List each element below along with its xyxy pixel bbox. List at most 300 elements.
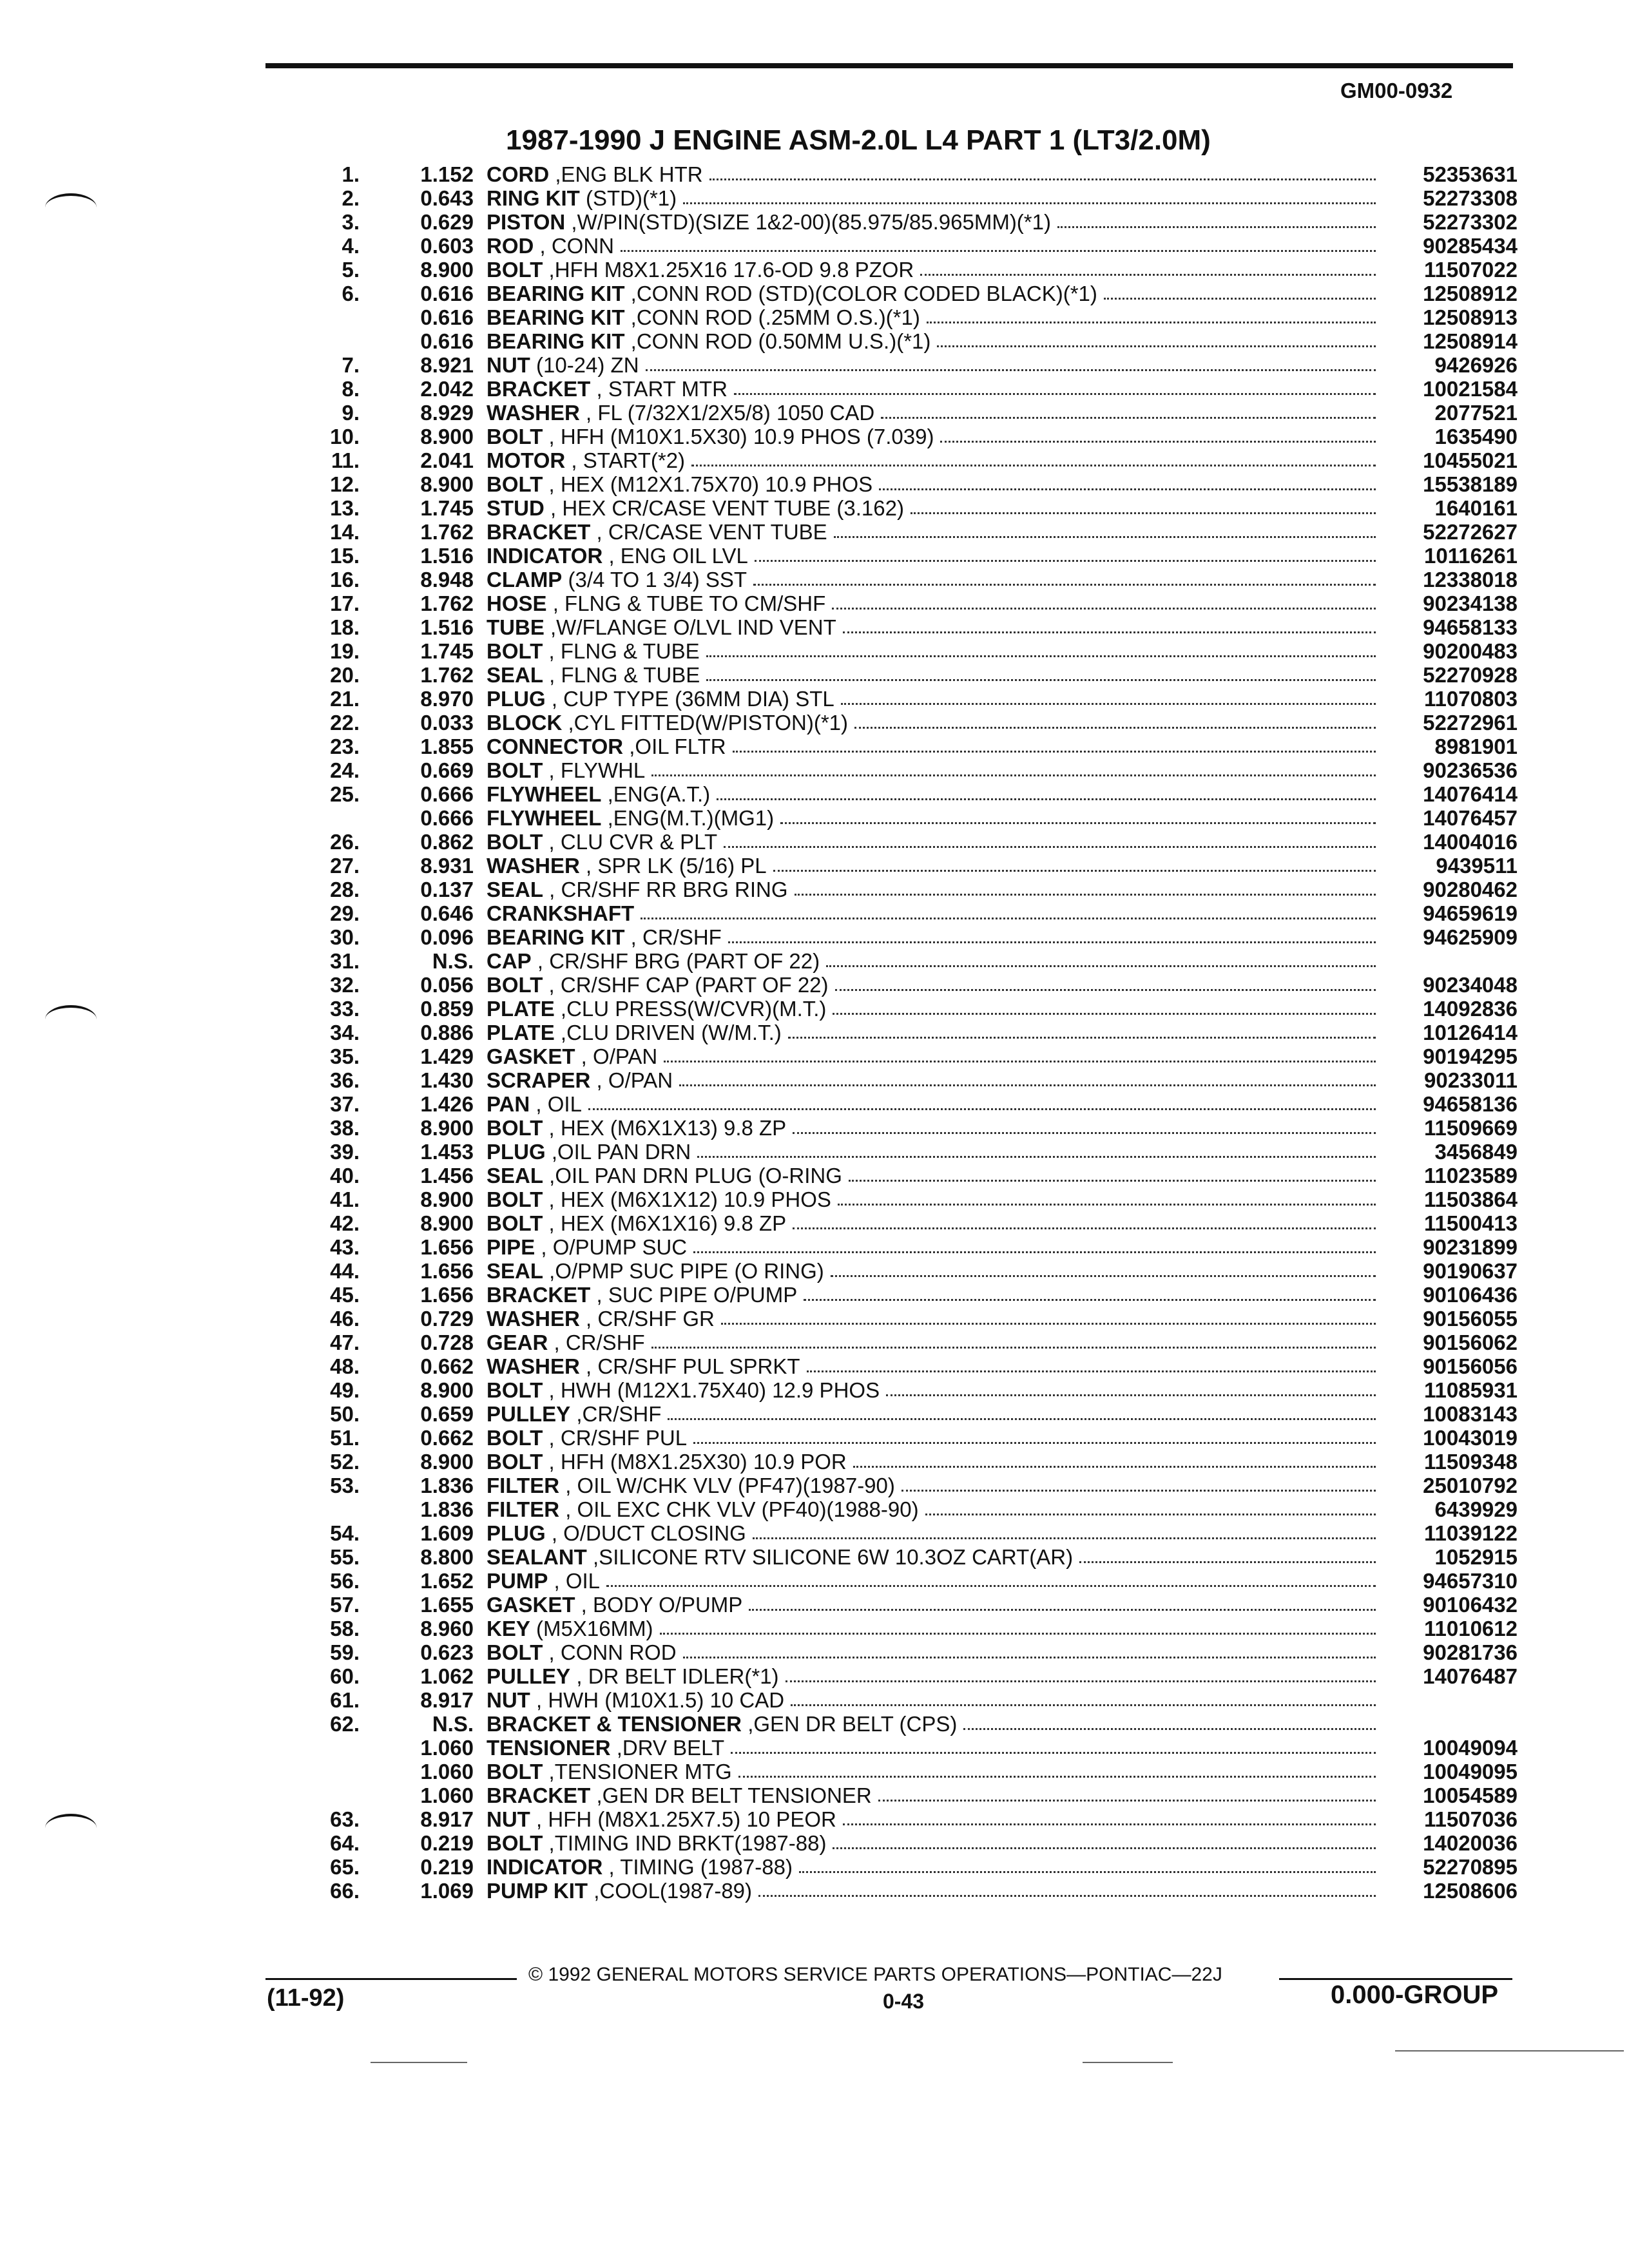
part-description <box>487 1760 1376 1783</box>
reference-number: 0.033 <box>420 711 474 735</box>
part-name: BOLT <box>487 973 543 997</box>
part-detail: ,TENSIONER MTG <box>543 1760 732 1783</box>
reference-number: 1.453 <box>420 1140 474 1164</box>
reference-number: 8.929 <box>420 401 474 425</box>
part-detail: , FLYWHL <box>543 758 646 782</box>
dot-leader <box>683 186 1376 204</box>
reference-number: 0.666 <box>420 782 474 806</box>
part-name: WASHER <box>487 1354 580 1378</box>
part-description <box>487 925 1376 949</box>
part-detail: ,GEN DR BELT (CPS) <box>742 1712 958 1736</box>
part-number: 94657310 <box>1423 1569 1518 1593</box>
part-detail: , START MTR <box>590 377 728 401</box>
part-number: 8981901 <box>1434 735 1518 758</box>
part-description <box>487 162 1376 186</box>
dot-leader <box>706 639 1376 657</box>
part-name: BOLT <box>487 472 543 496</box>
part-detail: ,CONN ROD (STD)(COLOR CODED BLACK)(*1) <box>624 282 1097 305</box>
part-detail: ,CONN ROD (.25MM O.S.)(*1) <box>624 305 920 329</box>
parts-row <box>0 1569 1629 1593</box>
part-name: GASKET <box>487 1593 575 1617</box>
item-number: 45. <box>330 1283 360 1307</box>
part-number: 90200483 <box>1423 639 1518 663</box>
part-number: 14076457 <box>1423 806 1518 830</box>
part-name: BOLT <box>487 1187 543 1211</box>
dot-leader <box>758 1879 1376 1897</box>
part-description <box>487 782 1376 806</box>
part-name: MOTOR <box>487 448 566 472</box>
part-number: 90106436 <box>1423 1283 1518 1307</box>
part-number: 52270895 <box>1423 1855 1518 1879</box>
parts-row <box>0 1712 1629 1736</box>
dot-leader <box>804 1283 1376 1301</box>
part-name: BRACKET & TENSIONER <box>487 1712 742 1736</box>
parts-row <box>0 1593 1629 1617</box>
part-description <box>487 1283 1376 1307</box>
item-number: 19. <box>330 639 360 663</box>
part-description <box>487 997 1376 1021</box>
part-description <box>487 830 1376 854</box>
item-number: 9. <box>342 401 360 425</box>
part-number: 11503864 <box>1423 1187 1518 1211</box>
reference-number: 0.219 <box>420 1831 474 1855</box>
parts-row <box>0 1187 1629 1211</box>
reference-number: 1.516 <box>420 544 474 568</box>
part-description <box>487 1402 1376 1426</box>
part-number: 10043019 <box>1423 1426 1518 1450</box>
part-description <box>487 1235 1376 1259</box>
part-number: 52270928 <box>1423 663 1518 687</box>
part-description <box>487 1855 1376 1879</box>
part-name: CRANKSHAFT <box>487 901 635 925</box>
parts-row <box>0 210 1629 234</box>
item-number: 11. <box>331 448 360 472</box>
part-detail: ,CYL FITTED(W/PISTON)(*1) <box>562 711 849 735</box>
part-description <box>487 735 1376 758</box>
dot-leader <box>749 1593 1376 1611</box>
part-number: 14020036 <box>1423 1831 1518 1855</box>
part-description <box>487 1736 1376 1760</box>
part-name: BEARING KIT <box>487 925 625 949</box>
part-number: 9439511 <box>1436 854 1518 878</box>
item-number: 20. <box>330 663 360 687</box>
parts-row <box>0 1068 1629 1092</box>
dot-leader <box>753 1521 1376 1539</box>
reference-number: 1.745 <box>420 639 474 663</box>
part-detail: ,OIL FLTR <box>623 735 726 758</box>
part-number: 3456849 <box>1434 1140 1518 1164</box>
part-description <box>487 878 1376 901</box>
part-number: 10083143 <box>1423 1402 1518 1426</box>
item-number: 16. <box>330 568 360 591</box>
dot-leader <box>963 1712 1376 1730</box>
reference-number: 1.062 <box>420 1664 474 1688</box>
part-number: 11010612 <box>1423 1617 1518 1640</box>
parts-row <box>0 973 1629 997</box>
part-description <box>487 210 1376 234</box>
part-name: PLUG <box>487 1140 546 1164</box>
part-detail: ,ENG BLK HTR <box>549 162 703 186</box>
reference-number: 0.728 <box>420 1331 474 1354</box>
part-description <box>487 1044 1376 1068</box>
dot-leader <box>833 1831 1376 1849</box>
parts-row <box>0 401 1629 425</box>
parts-row <box>0 1736 1629 1760</box>
item-number: 21. <box>330 687 360 711</box>
part-detail: , CR/SHF <box>548 1331 645 1354</box>
dot-leader <box>843 1807 1376 1825</box>
parts-row <box>0 1140 1629 1164</box>
part-description <box>487 806 1376 830</box>
reference-number: 1.430 <box>420 1068 474 1092</box>
dot-leader <box>791 1688 1376 1706</box>
part-name: BRACKET <box>487 1283 591 1307</box>
part-detail: , FL (7/32X1/2X5/8) 1050 CAD <box>579 401 875 425</box>
part-description <box>487 1688 1376 1712</box>
reference-number: 1.152 <box>420 162 474 186</box>
item-number: 22. <box>330 711 360 735</box>
reference-number: 0.862 <box>420 830 474 854</box>
part-detail: ,COOL(1987-89) <box>588 1879 753 1903</box>
parts-row <box>0 711 1629 735</box>
revision-date: (11-92) <box>267 1984 345 2012</box>
item-number: 42. <box>330 1211 360 1235</box>
part-description <box>487 448 1376 472</box>
dot-leader <box>937 329 1376 347</box>
part-detail: , O/PAN <box>575 1044 658 1068</box>
part-number: 90231899 <box>1423 1235 1518 1259</box>
part-detail: , SUC PIPE O/PUMP <box>590 1283 798 1307</box>
dot-leader <box>738 1760 1376 1778</box>
part-description <box>487 377 1376 401</box>
part-detail: , HFH (M8X1.25X7.5) 10 PEOR <box>530 1807 836 1831</box>
reference-number: 1.609 <box>420 1521 474 1545</box>
part-number: 52272961 <box>1423 711 1518 735</box>
part-name: PLATE <box>487 997 555 1021</box>
part-name: PUMP KIT <box>487 1879 588 1903</box>
part-detail: , O/DUCT CLOSING <box>545 1521 746 1545</box>
dot-leader <box>799 1855 1376 1873</box>
part-name: ROD <box>487 234 534 258</box>
item-number: 59. <box>330 1640 360 1664</box>
dot-leader <box>788 1021 1376 1039</box>
part-name: PLUG <box>487 687 546 711</box>
part-name: BRACKET <box>487 377 591 401</box>
part-name: CORD <box>487 162 550 186</box>
parts-row <box>0 615 1629 639</box>
parts-row <box>0 1307 1629 1331</box>
part-detail: ,DRV BELT <box>610 1736 725 1760</box>
item-number: 30. <box>330 925 360 949</box>
parts-row <box>0 1688 1629 1712</box>
dot-leader <box>786 1664 1376 1682</box>
part-number: 90156056 <box>1423 1354 1518 1378</box>
part-name: BOLT <box>487 1426 543 1450</box>
item-number: 39. <box>330 1140 360 1164</box>
part-name: FILTER <box>487 1497 560 1521</box>
parts-row <box>0 186 1629 210</box>
part-detail: ,HFH M8X1.25X16 17.6-OD 9.8 PZOR <box>543 258 914 282</box>
parts-row <box>0 1640 1629 1664</box>
part-number: 11085931 <box>1423 1378 1518 1402</box>
part-detail: ,OIL PAN DRN PLUG (O-RING <box>543 1164 842 1187</box>
part-number: 11509348 <box>1423 1450 1518 1474</box>
part-description <box>487 639 1376 663</box>
dot-leader <box>733 735 1376 753</box>
reference-number: 1.060 <box>420 1736 474 1760</box>
parts-row <box>0 1044 1629 1068</box>
dot-leader <box>793 1116 1376 1134</box>
part-number: 90236536 <box>1423 758 1518 782</box>
reference-number: 1.656 <box>420 1283 474 1307</box>
reference-number: 0.219 <box>420 1855 474 1879</box>
parts-row <box>0 1760 1629 1783</box>
part-description <box>487 1354 1376 1378</box>
item-number: 35. <box>330 1044 360 1068</box>
part-name: WASHER <box>487 854 580 878</box>
part-number: 11507022 <box>1423 258 1518 282</box>
dot-leader <box>606 1569 1376 1587</box>
part-detail: , DR BELT IDLER(*1) <box>570 1664 779 1688</box>
reference-number: 0.643 <box>420 186 474 210</box>
part-number: 90106432 <box>1423 1593 1518 1617</box>
parts-row <box>0 949 1629 973</box>
part-number: 10021584 <box>1423 377 1518 401</box>
parts-row <box>0 997 1629 1021</box>
part-name: BOLT <box>487 258 543 282</box>
part-description <box>487 1569 1376 1593</box>
dot-leader <box>853 1450 1376 1468</box>
parts-row <box>0 1521 1629 1545</box>
dot-leader <box>755 544 1376 562</box>
dot-leader <box>651 1331 1376 1349</box>
reference-number: 0.659 <box>420 1402 474 1426</box>
item-number: 3. <box>342 210 360 234</box>
page-title: 1987-1990 J ENGINE ASM-2.0L L4 PART 1 (LT3/2.0M) <box>506 124 1211 156</box>
part-detail: , CONN <box>534 234 615 258</box>
part-description <box>487 1593 1376 1617</box>
reference-number: 0.056 <box>420 973 474 997</box>
parts-row <box>0 472 1629 496</box>
reference-number: 8.948 <box>420 568 474 591</box>
reference-number: 8.900 <box>420 1450 474 1474</box>
part-description <box>487 1783 1376 1807</box>
item-number: 14. <box>330 520 360 544</box>
document-code: GM00-0932 <box>1340 79 1453 102</box>
parts-row <box>0 663 1629 687</box>
parts-row <box>0 735 1629 758</box>
reference-number: N.S. <box>432 949 474 973</box>
item-number: 64. <box>330 1831 360 1855</box>
parts-row <box>0 1831 1629 1855</box>
part-description <box>487 1831 1376 1855</box>
parts-row <box>0 806 1629 830</box>
item-number: 36. <box>330 1068 360 1092</box>
part-detail: , O/PUMP SUC <box>535 1235 688 1259</box>
scan-artifact <box>371 2062 467 2063</box>
parts-row <box>0 830 1629 854</box>
reference-number: 0.623 <box>420 1640 474 1664</box>
part-detail: , ENG OIL LVL <box>602 544 748 568</box>
dot-leader <box>697 1140 1376 1158</box>
part-name: SEALANT <box>487 1545 587 1569</box>
part-description <box>487 186 1376 210</box>
part-description <box>487 472 1376 496</box>
part-detail: , HWH (M12X1.75X40) 12.9 PHOS <box>543 1378 880 1402</box>
part-number: 1635490 <box>1434 425 1518 448</box>
item-number: 2. <box>342 186 360 210</box>
parts-row <box>0 925 1629 949</box>
item-number: 50. <box>330 1402 360 1426</box>
dot-leader <box>849 1164 1376 1182</box>
dot-leader <box>793 1211 1376 1229</box>
parts-row <box>0 425 1629 448</box>
part-description <box>487 520 1376 544</box>
item-number: 63. <box>330 1807 360 1831</box>
part-description <box>487 353 1376 377</box>
item-number: 55. <box>330 1545 360 1569</box>
part-number: 12508606 <box>1423 1879 1518 1903</box>
item-number: 15. <box>330 544 360 568</box>
part-detail: , HEX (M6X1X12) 10.9 PHOS <box>543 1187 831 1211</box>
part-name: SEAL <box>487 878 544 901</box>
part-number: 12508914 <box>1423 329 1518 353</box>
part-name: BOLT <box>487 425 543 448</box>
part-name: KEY <box>487 1617 530 1640</box>
item-number: 66. <box>330 1879 360 1903</box>
part-detail: , CR/SHF CAP (PART OF 22) <box>543 973 829 997</box>
dot-leader <box>940 425 1376 443</box>
part-number: 25010792 <box>1423 1474 1518 1497</box>
part-number: 11509669 <box>1423 1116 1518 1140</box>
reference-number: 1.656 <box>420 1259 474 1283</box>
part-detail: ,CR/SHF <box>570 1402 662 1426</box>
part-number: 14076414 <box>1423 782 1518 806</box>
reference-number: 8.917 <box>420 1807 474 1831</box>
dot-leader <box>833 997 1376 1015</box>
item-number: 4. <box>342 234 360 258</box>
part-detail: (10-24) ZN <box>530 353 639 377</box>
part-number: 10455021 <box>1423 448 1518 472</box>
footer-rule-right <box>1279 1978 1512 1980</box>
part-name: SEAL <box>487 1259 544 1283</box>
parts-row <box>0 639 1629 663</box>
reference-number: 0.669 <box>420 758 474 782</box>
reference-number: 8.921 <box>420 353 474 377</box>
item-number: 18. <box>330 615 360 639</box>
reference-number: 8.800 <box>420 1545 474 1569</box>
dot-leader <box>854 711 1376 729</box>
parts-row <box>0 282 1629 305</box>
part-detail: , FLNG & TUBE TO CM/SHF <box>546 591 826 615</box>
part-detail: , CR/CASE VENT TUBE <box>590 520 827 544</box>
dot-leader <box>780 806 1376 824</box>
part-description <box>487 615 1376 639</box>
item-number: 41. <box>330 1187 360 1211</box>
part-name: BOLT <box>487 830 543 854</box>
parts-row <box>0 1092 1629 1116</box>
part-number: 94658136 <box>1423 1092 1518 1116</box>
part-detail: ,O/PMP SUC PIPE (O RING) <box>543 1259 824 1283</box>
parts-row <box>0 1116 1629 1140</box>
dot-leader <box>651 758 1376 776</box>
part-name: BOLT <box>487 758 543 782</box>
reference-number: 1.655 <box>420 1593 474 1617</box>
part-detail: (3/4 TO 1 3/4) SST <box>562 568 747 591</box>
dot-leader <box>731 1736 1376 1754</box>
reference-number: 1.762 <box>420 520 474 544</box>
part-number: 90281736 <box>1423 1640 1518 1664</box>
part-description <box>487 591 1376 615</box>
dot-leader <box>683 1640 1376 1658</box>
part-detail: , START(*2) <box>565 448 686 472</box>
part-name: BOLT <box>487 1831 543 1855</box>
reference-number: 0.616 <box>420 282 474 305</box>
part-number: 2077521 <box>1434 401 1518 425</box>
parts-row <box>0 1211 1629 1235</box>
dot-leader <box>773 854 1376 872</box>
dot-leader <box>1057 210 1376 228</box>
part-detail: ,ENG(M.T.)(MG1) <box>601 806 775 830</box>
parts-row <box>0 1617 1629 1640</box>
reference-number: 1.060 <box>420 1760 474 1783</box>
dot-leader <box>834 520 1376 538</box>
dot-leader <box>1079 1545 1376 1563</box>
dot-leader <box>664 1044 1376 1062</box>
parts-row <box>0 1402 1629 1426</box>
reference-number: 0.666 <box>420 806 474 830</box>
part-name: BOLT <box>487 1211 543 1235</box>
item-number: 65. <box>330 1855 360 1879</box>
parts-row <box>0 1354 1629 1378</box>
part-number: 94625909 <box>1423 925 1518 949</box>
dot-leader <box>838 1187 1376 1206</box>
item-number: 58. <box>330 1617 360 1640</box>
part-name: BOLT <box>487 639 543 663</box>
item-number: 29. <box>330 901 360 925</box>
part-name: FLYWHEEL <box>487 806 602 830</box>
part-description <box>487 1259 1376 1283</box>
part-detail: , FLNG & TUBE <box>543 663 700 687</box>
dot-leader <box>721 1307 1376 1325</box>
part-detail: , HFH (M8X1.25X30) 10.9 POR <box>543 1450 847 1474</box>
parts-row <box>0 782 1629 806</box>
item-number: 13. <box>330 496 360 520</box>
parts-row <box>0 1545 1629 1569</box>
part-detail: , OIL <box>530 1092 582 1116</box>
dot-leader <box>693 1426 1376 1444</box>
item-number: 46. <box>330 1307 360 1331</box>
reference-number: 1.762 <box>420 591 474 615</box>
item-number: 61. <box>330 1688 360 1712</box>
reference-number: 2.042 <box>420 377 474 401</box>
part-name: BOLT <box>487 1116 543 1140</box>
part-description <box>487 1092 1376 1116</box>
reference-number: 1.516 <box>420 615 474 639</box>
dot-leader <box>807 1354 1376 1372</box>
part-number: 11039122 <box>1423 1521 1518 1545</box>
part-name: NUT <box>487 1807 530 1831</box>
reference-number: 0.616 <box>420 329 474 353</box>
parts-row <box>0 544 1629 568</box>
reference-number: 1.456 <box>420 1164 474 1187</box>
part-detail: , OIL EXC CHK VLV (PF40)(1988-90) <box>559 1497 919 1521</box>
part-number: 12508912 <box>1423 282 1518 305</box>
part-detail: ,TIMING IND BRKT(1987-88) <box>543 1831 827 1855</box>
dot-leader <box>691 448 1376 466</box>
reference-number: 0.096 <box>420 925 474 949</box>
part-description <box>487 711 1376 735</box>
